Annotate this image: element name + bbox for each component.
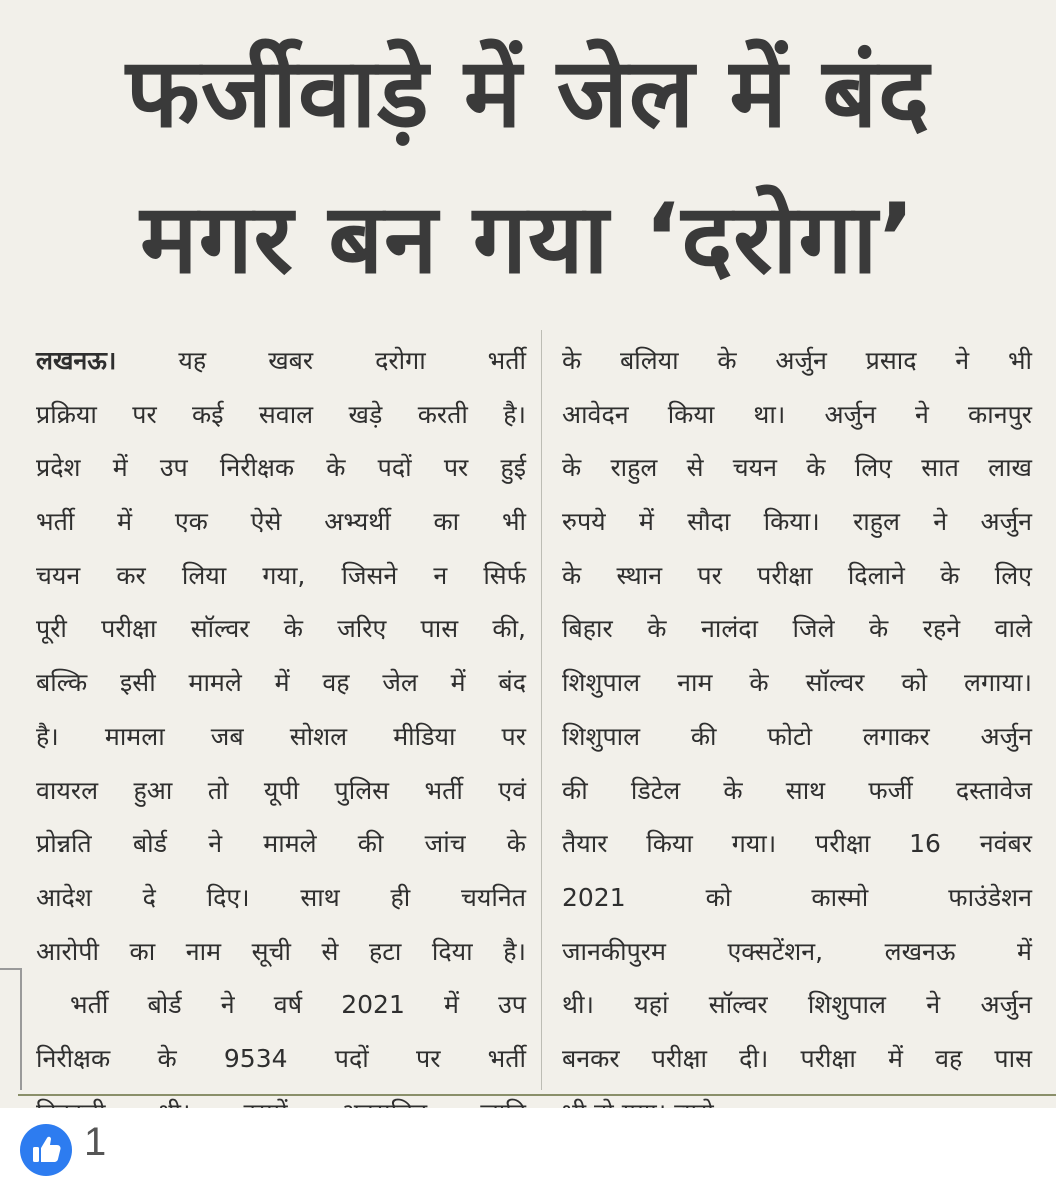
column-divider	[541, 330, 542, 1090]
article-line: वायरल हुआ तो यूपी पुलिस भर्ती एवं	[36, 775, 526, 805]
article-line: आरोपी का नाम सूची से हटा दिया है।	[36, 936, 526, 966]
thumbs-up-icon[interactable]	[20, 1124, 72, 1176]
article-line: निरीक्षक के 9534 पदों पर भर्ती	[36, 1043, 526, 1073]
article-line: आदेश दे दिए। साथ ही चयनित	[36, 882, 526, 912]
article-line: की डिटेल के साथ फर्जी दस्तावेज	[562, 775, 1032, 805]
bottom-rule	[18, 1094, 1056, 1096]
headline-line-1: फर्जीवाड़े में जेल में बंद	[125, 37, 931, 149]
article-line: प्रक्रिया पर कई सवाल खड़े करती है।	[36, 399, 526, 429]
article-line: के राहुल से चयन के लिए सात लाख	[562, 453, 1032, 483]
headline-line-2: मगर बन गया ‘दरोगा’	[140, 183, 916, 295]
article-line: आवेदन किया था। अर्जुन ने कानपुर	[562, 399, 1032, 429]
reaction-bar	[0, 1108, 1056, 1168]
article-line: के बलिया के अर्जुन प्रसाद ने भी	[562, 346, 1032, 375]
article-line: शिशुपाल नाम के सॉल्वर को लगाया।	[562, 668, 1032, 698]
article-line: थी। यहां सॉल्वर शिशुपाल ने अर्जुन	[562, 990, 1032, 1020]
article-line: 2021 को कास्मो फाउंडेशन	[562, 882, 1032, 912]
article-line: बिहार के नालंदा जिले के रहने वाले	[562, 614, 1032, 644]
article-line: बल्कि इसी मामले में वह जेल में बंद	[36, 668, 526, 698]
thumbs-up-glyph	[20, 1124, 72, 1176]
article-line: पूरी परीक्षा सॉल्वर के जरिए पास की,	[36, 614, 526, 644]
crop-mark	[0, 968, 22, 1090]
article-line: रुपये में सौदा किया। राहुल ने अर्जुन	[562, 507, 1032, 537]
article-right-column	[562, 334, 1032, 1139]
article-line: के स्थान पर परीक्षा दिलाने के लिए	[562, 560, 1032, 590]
headline	[0, 20, 1056, 312]
article-line: तैयार किया गया। परीक्षा 16 नवंबर	[562, 829, 1032, 859]
article-line: शिशुपाल की फोटो लगाकर अर्जुन	[562, 721, 1032, 751]
like-count: 1	[84, 1120, 107, 1164]
article-line: चयन कर लिया गया, जिसने न सिर्फ	[36, 560, 526, 590]
article-line: प्रोन्नति बोर्ड ने मामले की जांच के	[36, 829, 526, 859]
article-line: जानकीपुरम एक्सटेंशन, लखनऊ में	[562, 936, 1032, 966]
article-line: बनकर परीक्षा दी। परीक्षा में वह पास	[562, 1043, 1032, 1073]
article-left-column	[36, 334, 526, 1139]
article-line: प्रदेश में उप निरीक्षक के पदों पर हुई	[36, 453, 526, 483]
article-line: लखनऊ। यह खबर दरोगा भर्ती	[36, 346, 526, 375]
article-line: भर्ती बोर्ड ने वर्ष 2021 में उप	[70, 990, 526, 1020]
article-line: भर्ती में एक ऐसे अभ्यर्थी का भी	[36, 507, 526, 537]
article-line: है। मामला जब सोशल मीडिया पर	[36, 721, 526, 751]
dateline: लखनऊ।	[36, 346, 117, 375]
